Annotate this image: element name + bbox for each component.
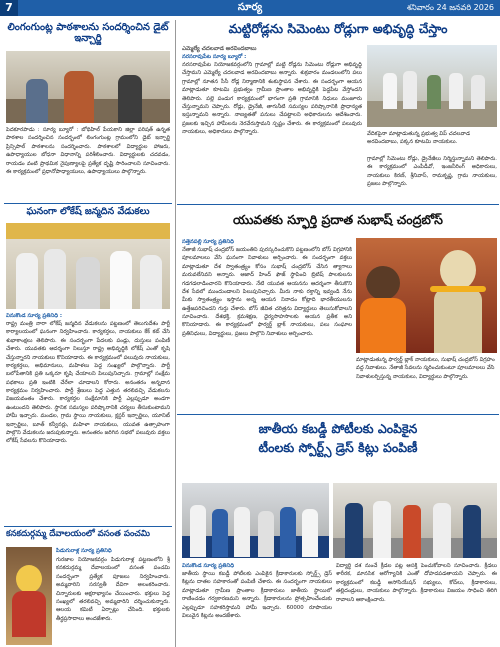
page-number: 7: [0, 0, 18, 16]
article6-body: జాతీయ స్థాయి కబడ్డీ పోటీలకు ఎంపికైన క్రీడాకారులకు స్పోర్ట్స్ డ్రెస్ కిట్లను దాతల సహకారంతో పంపిణీ చేశారు. ఈ సందర్భంగా నాయకులు మాట్లాడుతూ గ్రామీణ ప్రాంతాల క్రీడాకారులు జాతీయ స్థాయిలో రాణించడం గర్వకారణమని అన్నారు. క్రీడాకారులను ప్రోత్సహించేందుకు ఎల్లప్పుడూ సహకరిస్తామని హామీ ఇచ్చారు. 60000 రూపాయల విలువైన కిట్లను అందజేశారు.: [182, 571, 332, 619]
article6-photo-2: [333, 483, 497, 558]
article4-photo: [367, 45, 497, 127]
article1-headline: లింగంగుంట్ల పాఠశాలను సందర్శించిన డైట్ ఇన్చార్జి: [7, 22, 169, 44]
article3-body: గురజాల నియోజకవర్గం పిడుగురాళ్ల పట్టణంలోని శ్రీ కనకదుర్గమ్మ దేవాలయంలో వసంత పంచమి సందర్భంగా ప్రత్యేక పూజలు నిర్వహించారు. అమ్మవారిని సరస్వతీ దేవిగా అలంకరించారు. చిన్నారులకు అక్షరాభ్యాసం చేయించారు. భక్తులు పెద్ద సంఖ్యలో తరలివచ్చి అమ్మవారిని దర్శించుకున్నారు. ఆలయ కమిటీ ఏర్పాట్లు చేసింది. భక్తులకు తీర్థప్రసాదాలు అందజేశారు.: [56, 557, 170, 622]
article5-headline: యువతకు స్ఫూర్తి ప్రదాత సుభాష్ చంద్రబోస్: [233, 212, 443, 227]
article5-photo-caption: మాట్లాడుతున్న ఫార్వర్డ్ బ్లాక్ నాయకులు, సుభాష్ చంద్రబోస్ విగ్రహం వద్ద నివాళులు. నేతాజీ సేవలను స్మరించుకుంటూ పూలమాలలు వేసి నివాళులర్పిస్తున్న నాయకులు, విద్యార్థులు పాల్గొన్నారు.: [356, 357, 495, 380]
article4-dateline: నరసరావుపేట సూర్య బ్యూరో :: [182, 54, 247, 60]
article1-photo: [6, 51, 170, 123]
article2-photo: [6, 223, 170, 309]
article4-continuation: గ్రామాల్లో సిమెంటు రోడ్లు, డ్రైనేజీలు నిర్మిస్తున్నామని తెలిపారు. ఈ కార్యక్రమంలో ఎంపీడీవో, ఇంజనీరింగ్ అధికారులు, నాయకులు కిరణ్, శ్రీనివాస్, రామకృష్ణ, గ్రామ నాయకులు, ప్రజలు పాల్గొన్నారు.: [367, 156, 497, 188]
article4-body: నరసరావుపేట నియోజకవర్గంలోని గ్రామాల్లో మట్టి రోడ్లను సిమెంటు రోడ్లుగా అభివృద్ధి చేస్తామని ఎమ్మెల్యే చదలవాడ అరవిందబాబు అన్నారు. శుక్రవారం మండలంలోని పలు గ్రామాల్లో నూతన సీసీ రోడ్ల నిర్మాణానికి శంకుస్థాపన చేశారు. ఈ సందర్భంగా ఆయన మాట్లాడుతూ కూటమి ప్రభుత్వం గ్రామీణ ప్రాంతాల అభివృద్ధికి పెద్దపీట వేస్తోందని తెలిపారు. పల్లె పండుగ కార్యక్రమంలో భాగంగా ప్రతి గ్రామానికి నిధులు మంజూరు చేస్తున్నామని చెప్పారు. రోడ్లు, డ్రైనేజీ, తాగునీటి సమస్యల పరిష్కారానికి ప్రాధాన్యత ఇస్తున్నామని అన్నారు. నాణ్యతతో పనులు చేపట్టాలని అధికారులను ఆదేశించారు. ప్రజలకు ఇచ్చిన హామీలను నెరవేరుస్తామని స్పష్టం చేశారు. ఈ కార్యక్రమంలో పలువురు నాయకులు, అధికారులు పాల్గొన్నారు.: [182, 62, 362, 135]
article4-headline: మట్టిరోడ్లను సిమెంటు రోడ్లుగా అభివృద్ధి చేస్తాం: [228, 21, 448, 36]
article2-dateline: వినుకొండ సూర్య ప్రతినిధి :: [6, 313, 63, 319]
article2-headline: ఘనంగా లోకేష్ జన్మదిన వేడుకలు: [26, 206, 150, 217]
issue-date: శనివారం 24 జనవరి 2026: [406, 3, 494, 12]
article3-photo: [6, 547, 52, 645]
article6-dateline: వినుకొండ సూర్య ప్రతినిధి: [182, 563, 235, 569]
article5-photo: [356, 238, 497, 353]
article6-headline-line1: జాతీయ కబడ్డీ పోటీలకు ఎంపికైన: [258, 421, 418, 436]
article6-photo-1: [182, 483, 329, 558]
newspaper-name: సూర్య: [237, 2, 263, 13]
article2-body: రాష్ట్ర మంత్రి నారా లోకేష్ జన్మదిన వేడుకలను పట్టణంలో తెలుగుదేశం పార్టీ కార్యాలయంలో ఘనంగా నిర్వహించారు. కార్యకర్తలు, నాయకులు కేక్ కట్ చేసి శుభాకాంక్షలు తెలిపారు. ఈ సందర్భంగా పేదలకు పండ్లు, దుస్తులు పంపిణీ చేశారు. యువతకు ఆదర్శంగా నిలుస్తూ రాష్ట్ర అభివృద్ధికి లోకేష్ ఎంతో కృషి చేస్తున్నారని నాయకులు కొనియాడారు. ఈ కార్యక్రమంలో పలువురు నాయకులు, కార్యకర్తలు, అభిమానులు, మహిళలు పెద్ద సంఖ్యలో పాల్గొన్నారు. పార్టీ బలోపేతానికి ప్రతి ఒక్కరూ కృషి చేయాలని పిలుపునిచ్చారు. గ్రామాల్లో సంక్షేమ పథకాలు ప్రతి ఇంటికి చేరేలా చూడాలని కోరారు. అనంతరం అన్నదాన కార్యక్రమం నిర్వహించారు. పార్టీ శ్రేణులు పెద్ద ఎత్తున తరలివచ్చి వేడుకలను విజయవంతం చేశారు. కార్యకర్తల సంక్షేమానికి పార్టీ ఎల్లప్పుడూ అండగా ఉంటుందని తెలిపారు. స్థానిక సమస్యల పరిష్కారానికి చర్యలు తీసుకుంటామని హామీ ఇచ్చారు. మండల, గ్రామ స్థాయి నాయకులు, క్లస్టర్ ఇన్చార్జిలు, యూనిట్ ఇన్చార్జిలు, బూత్ కన్వీనర్లు, మహిళా నాయకులు, యువత ఉత్సాహంగా పాల్గొని వేడుకలను జరుపుకున్నారు. అనంతరం జరిగిన సభలో పలువురు వక్తలు లోకేష్ సేవలను కొనియాడారు.: [6, 321, 170, 445]
masthead-bar: [0, 0, 500, 16]
article-separator: [177, 414, 499, 415]
article5-body: నేతాజీ సుభాష్ చంద్రబోస్ జయంతిని పురస్కరించుకొని పట్టణంలోని బోస్ విగ్రహానికి పూలమాలలు వేసి ఘనంగా నివాళులు అర్పించారు. ఈ సందర్భంగా వక్తలు మాట్లాడుతూ దేశ స్వాతంత్ర్యం కోసం సుభాష్ చంద్రబోస్ చేసిన త్యాగాలు మరువలేనివని అన్నారు. ఆజాద్ హింద్ ఫౌజ్ స్థాపించి బ్రిటిష్ పాలకులను గడగడలాడించారని కొనియాడారు. నేటి యువత ఆయనను ఆదర్శంగా తీసుకొని దేశ సేవలో ముందుండాలని పిలుపునిచ్చారు. మీరు నాకు రక్తాన్ని ఇవ్వండి నేను మీకు స్వాతంత్ర్యం ఇస్తాను అన్న ఆయన నినాదం కోట్లాది భారతీయులను ఉత్తేజపరిచిందని గుర్తు చేశారు. బోస్ జీవిత చరిత్రను విద్యార్థులు తెలుసుకోవాలని సూచించారు. దేశభక్తి, క్రమశిక్షణ, ధైర్యసాహసాలకు ఆయన ప్రతీక అని కొనియాడారు. ఈ కార్యక్రమంలో ఫార్వర్డ్ బ్లాక్ నాయకులు, పలు సంఘాల ప్రతినిధులు, విద్యార్థులు, ప్రజలు పాల్గొని నివాళులు అర్పించారు.: [182, 247, 352, 337]
article1-body: పెదకూరపాడు : సూర్య బ్యూరో : బోథిహిల్ పేయకాని జిల్లా పరిషత్ ఉన్నత పాఠశాల సందర్శించిన సందర్భంలో లింగంగుంట్ల గ్రామంలోని డైట్ ఇన్చార్జి ప్రిన్సిపాల్ పాఠశాలను సందర్శించారు. పాఠశాలలో విద్యార్థుల హాజరు, ఉపాధ్యాయుల బోధనా విధానాన్ని పరిశీలించారు. విద్యార్థులకు చదవడం, రాయడం వంటి ప్రాథమిక నైపుణ్యాలపై ప్రత్యేక దృష్టి సారించాలని సూచించారు. ఈ కార్యక్రమంలో ప్రధానోపాధ్యాయులు, ఉపాధ్యాయులు పాల్గొన్నారు.: [6, 127, 170, 175]
article4-kicker: ఎమ్మెల్యే చదలవాడ అరవిందబాబు: [182, 46, 257, 52]
article5-dateline: సత్తెనపల్లి సూర్య ప్రతినిధి: [182, 239, 234, 245]
article-separator: [4, 526, 172, 527]
article6-headline-line2: టీంలకు స్పోర్ట్స్ డ్రెస్ కిట్లు పంపిణీ: [258, 440, 418, 455]
article-separator: [4, 203, 172, 204]
article-separator: [177, 204, 499, 205]
article6-body-right: విద్యార్థి దశ నుంచే క్రీడల పట్ల ఆసక్తి పెంచుకోవాలని సూచించారు. క్రీడలు శారీరక, మానసిక ఆరోగ్యానికి ఎంతో దోహదపడతాయని చెప్పారు. ఈ కార్యక్రమంలో కబడ్డీ అసోసియేషన్ సభ్యులు, కోచ్‌లు, క్రీడాకారులు, తల్లిదండ్రులు, నాయకులు పాల్గొన్నారు. క్రీడాకారులు విజయం సాధించి తిరిగి రావాలని ఆకాంక్షించారు.: [336, 563, 497, 603]
article3-headline: కనకదుర్గమ్మ దేవాలయంలో వసంత పంచమి: [6, 529, 150, 539]
column-divider: [175, 20, 176, 647]
article3-dateline: పిడుగురాళ్ల సూర్య ప్రతినిధి: [56, 548, 112, 554]
article4-photo-caption: వేదికపైనా మాట్లాడుతున్న ప్రభుత్వ విప్ చదలవాడ అరవిందబాబు, పక్కన కూటమి నాయకులు.: [367, 131, 471, 146]
